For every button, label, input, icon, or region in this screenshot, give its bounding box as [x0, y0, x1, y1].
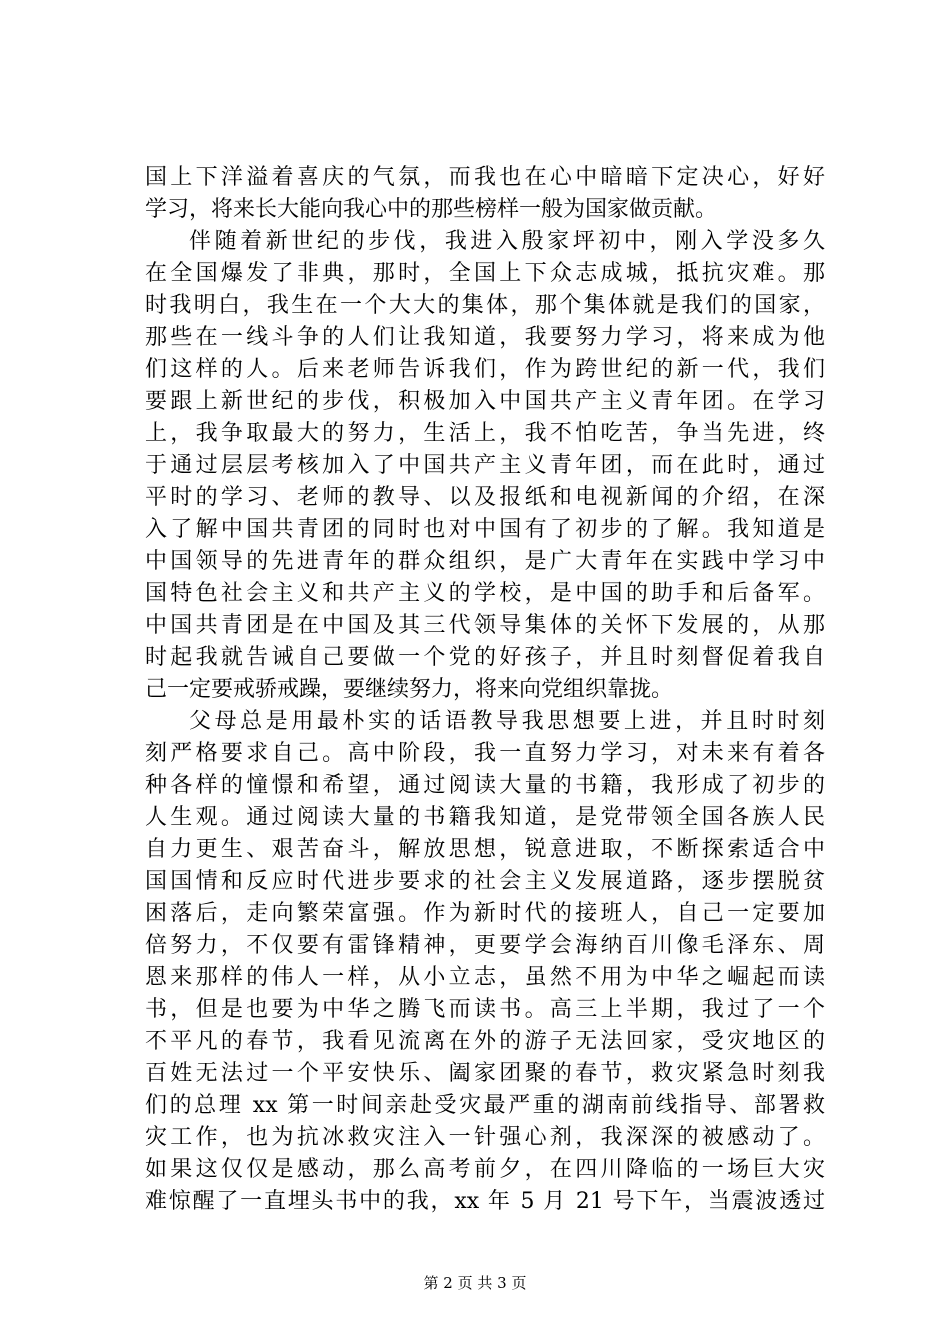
paragraph-first-line: 伴随着新世纪的步伐，我进入殷家坪初中，刚入学没多久	[189, 229, 825, 254]
text-line: 平时的学习、老师的教导、以及报纸和电视新闻的介绍，在深	[145, 485, 825, 510]
text-line: 要跟上新世纪的步伐，积极加入中国共产主义青年团。在学习	[145, 389, 825, 414]
text-line: 上，我争取最大的努力，生活上，我不怕吃苦，争当先进，终	[145, 421, 825, 446]
text-line: 己一定要戒骄戒躁，要继续努力，将来向党组织靠拢。	[145, 677, 674, 702]
text-line: 那些在一线斗争的人们让我知道，我要努力学习，将来成为他	[145, 325, 825, 350]
text-line: 书，但是也要为中华之腾飞而读书。高三上半期，我过了一个	[145, 997, 825, 1022]
text-line: 国特色社会主义和共产主义的学校，是中国的助手和后备军。	[145, 581, 825, 606]
text-line: 百姓无法过一个平安快乐、阖家团聚的春节，救灾紧急时刻我	[145, 1061, 825, 1086]
text-line: 难惊醒了一直埋头书中的我，xx 年 5 月 21 号下午，当震波透过	[145, 1189, 825, 1214]
text-line: 困落后，走向繁荣富强。作为新时代的接班人，自己一定要加	[145, 901, 825, 926]
text-line: 灾工作，也为抗冰救灾注入一针强心剂，我深深的被感动了。	[145, 1125, 825, 1150]
body-text	[145, 162, 825, 1218]
text-line: 于通过层层考核加入了中国共产主义青年团，而在此时，通过	[145, 453, 825, 478]
text-line: 人生观。通过阅读大量的书籍我知道，是党带领全国各族人民	[145, 805, 825, 830]
text-line: 倍努力，不仅要有雷锋精神，更要学会海纳百川像毛泽东、周	[145, 933, 825, 958]
text-line: 学习，将来长大能向我心中的那些榜样一般为国家做贡献。	[145, 197, 718, 222]
text-line: 不平凡的春节，我看见流离在外的游子无法回家，受灾地区的	[145, 1029, 825, 1054]
text-line: 恩来那样的伟人一样，从小立志，虽然不用为中华之崛起而读	[145, 965, 825, 990]
text-line: 在全国爆发了非典，那时，全国上下众志成城，抵抗灾难。那	[145, 261, 825, 286]
text-line: 入了解中国共青团的同时也对中国有了初步的了解。我知道是	[145, 517, 825, 542]
text-line: 时我明白，我生在一个大大的集体，那个集体就是我们的国家，	[145, 293, 825, 318]
text-line: 中国共青团是在中国及其三代领导集体的关怀下发展的，从那	[145, 613, 825, 638]
text-line: 时起我就告诫自己要做一个党的好孩子，并且时刻督促着我自	[145, 645, 825, 670]
text-line: 国国情和反应时代进步要求的社会主义发展道路，逐步摆脱贫	[145, 869, 825, 894]
text-line: 们的总理 xx 第一时间亲赴受灾最严重的湖南前线指导、部署救	[145, 1093, 825, 1118]
text-line: 刻严格要求自己。高中阶段，我一直努力学习，对未来有着各	[145, 741, 825, 766]
text-line: 如果这仅仅是感动，那么高考前夕，在四川降临的一场巨大灾	[145, 1157, 825, 1182]
text-line: 中国领导的先进青年的群众组织，是广大青年在实践中学习中	[145, 549, 825, 574]
paragraph-first-line: 父母总是用最朴实的话语教导我思想要上进，并且时时刻	[189, 709, 825, 734]
text-line: 种各样的憧憬和希望，通过阅读大量的书籍，我形成了初步的	[145, 773, 825, 798]
text-line: 国上下洋溢着喜庆的气氛，而我也在心中暗暗下定决心，好好	[145, 165, 825, 190]
page-footer: 第 2 页 共 3 页	[423, 1274, 527, 1292]
text-line: 们这样的人。后来老师告诉我们，作为跨世纪的新一代，我们	[145, 357, 825, 382]
text-line: 自力更生、艰苦奋斗，解放思想，锐意进取，不断探索适合中	[145, 837, 825, 862]
